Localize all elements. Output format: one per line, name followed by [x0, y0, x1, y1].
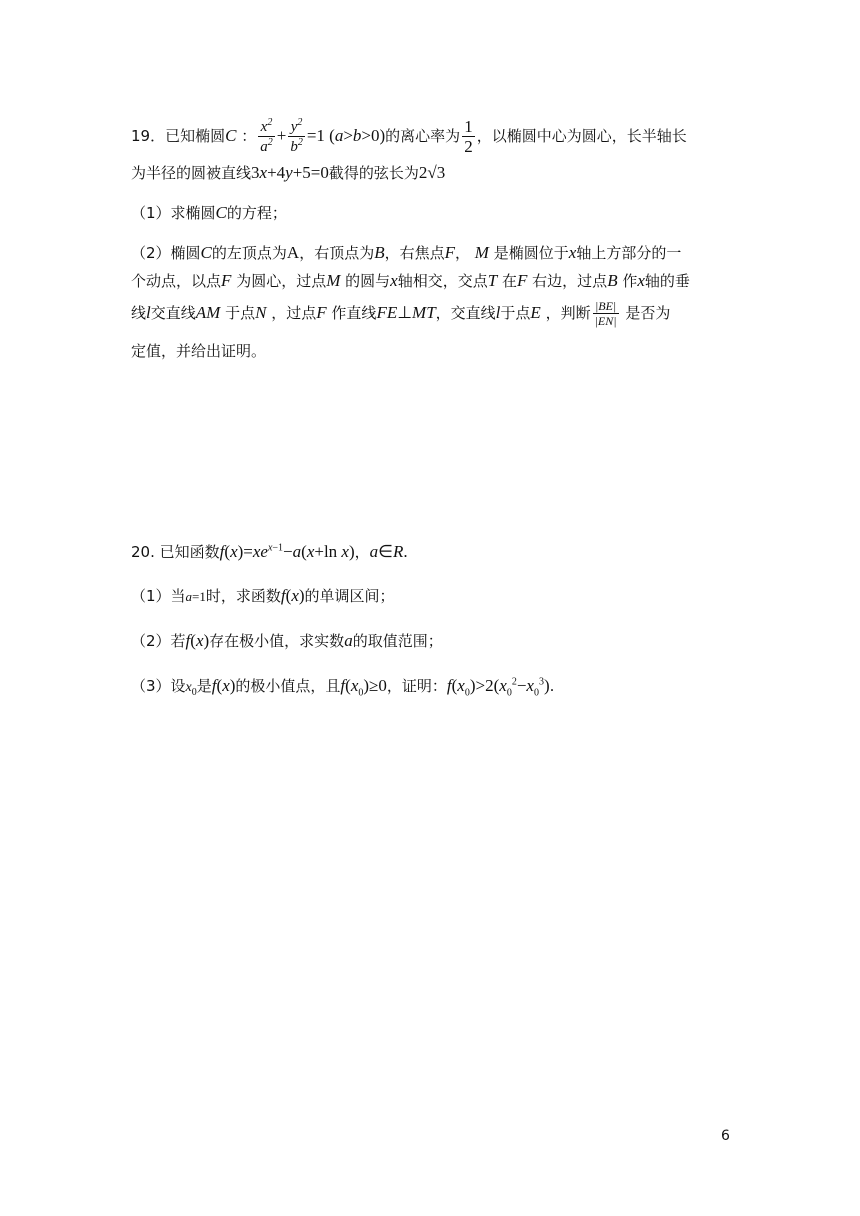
- text: 在: [501, 272, 517, 290]
- problem-20-line-1: [131, 543, 408, 560]
- math: F: [316, 303, 327, 322]
- problem-19-part-2-line-2: [131, 272, 690, 289]
- text: 的取值范围；: [352, 632, 443, 650]
- problem-20-part-3: [131, 677, 554, 698]
- text: ，: [455, 244, 471, 262]
- math: F: [444, 243, 455, 262]
- text: 定值，并给出证明。: [131, 342, 267, 360]
- math: B: [607, 271, 618, 290]
- math: f(x): [211, 676, 236, 695]
- math: x: [568, 243, 577, 262]
- math: N: [255, 303, 267, 322]
- math: 2√3: [418, 163, 446, 182]
- math: x: [637, 271, 645, 290]
- text: ，右顶点为: [299, 244, 375, 262]
- math: $f(x)=xe^{x-1}-a(x+\ln$ x): [219, 542, 355, 561]
- text: 的方程；: [226, 204, 287, 222]
- problem-19-part-2-line-1: [131, 244, 681, 261]
- math: ⊥: [397, 303, 413, 322]
- math: MT: [412, 303, 436, 322]
- page-number: 6: [721, 1128, 730, 1144]
- text: （2）椭圆: [131, 244, 201, 262]
- text: 交直线: [150, 304, 196, 322]
- text: ，: [354, 543, 370, 561]
- math: C: [200, 243, 212, 262]
- text: 于点: [225, 304, 256, 322]
- problem-19-line-1: 19．已知椭圆C ： $\frac{x^2}{a^2}$ + $\frac{y^2}{b^2}$ =1 (a>b>0)的离心率为 $\frac{1}{2}$ ，以椭圆中心为圆心，长半轴长: [131, 117, 687, 156]
- text: （1）求椭圆: [131, 204, 216, 222]
- math: f(x): [280, 586, 305, 605]
- math: +: [276, 126, 287, 145]
- text: 为半径的圆被直线: [131, 164, 252, 182]
- text: 是: [196, 677, 212, 695]
- text: 时，求函数: [205, 587, 281, 605]
- math: =1 (a>b>0): [306, 126, 386, 145]
- math: $x_0$: [185, 680, 197, 698]
- text: 个动点，以点: [131, 272, 222, 290]
- text: 作直线: [331, 304, 377, 322]
- math: f(x): [185, 631, 210, 650]
- text: 是椭圆位于: [493, 244, 569, 262]
- text: 是否为: [625, 304, 671, 322]
- text: ．已知椭圆: [150, 127, 226, 145]
- math: AM: [195, 303, 221, 322]
- text: 轴上方部分的一: [576, 244, 682, 262]
- fraction-y2-b2: $\frac{y^2}{b^2}$: [290, 117, 303, 155]
- text: ，判断: [545, 304, 591, 322]
- math: $f(x_0)>2(x_0^2-x_0^3)$: [446, 676, 550, 699]
- math: l: [495, 303, 501, 322]
- text: ，以椭圆中心为圆心，长半轴长: [476, 127, 687, 145]
- math: l: [146, 303, 151, 322]
- problem-19-number: 19: [131, 127, 151, 145]
- text: 为圆心，过点: [236, 272, 327, 290]
- problem-20-part-1: [131, 587, 395, 604]
- problem-20-part-2: [131, 632, 443, 649]
- math: 3x+4y+5=0: [251, 163, 329, 182]
- text: （1）当: [131, 587, 186, 605]
- problem-19-part-2-line-4: [131, 344, 266, 359]
- text: 存在极小值，求实数: [209, 632, 345, 650]
- text: 的极小值点，且: [235, 677, 341, 695]
- text: 于点: [500, 304, 531, 322]
- text: ，交直线: [435, 304, 496, 322]
- text: 的圆与: [345, 272, 391, 290]
- math: M: [326, 271, 341, 290]
- text: 作: [622, 272, 638, 290]
- problem-20-number: 20.: [131, 543, 155, 561]
- fraction-be-en: $\frac{|BE|}{|EN|}$: [594, 299, 617, 328]
- math: $f(x_0)\ge 0$: [340, 676, 387, 699]
- math: F: [517, 271, 528, 290]
- text: ，右焦点: [384, 244, 445, 262]
- math: T: [487, 271, 498, 290]
- math: a: [344, 631, 353, 650]
- problem-19-part-1: [131, 204, 287, 221]
- text: 线: [131, 304, 147, 322]
- fraction-one-half: $\frac{1}{2}$: [464, 117, 473, 156]
- problem-19-line-2: [131, 164, 445, 181]
- math: a=1: [185, 589, 206, 604]
- math: a∈R.: [369, 542, 408, 561]
- math: x: [390, 271, 398, 290]
- problem-19-part-2-line-3: [131, 300, 670, 327]
- text: （2）若: [131, 632, 186, 650]
- math: F: [221, 271, 232, 290]
- text: 右边，过点: [532, 272, 608, 290]
- text: ，证明：: [386, 677, 447, 695]
- text: 截得的弦长为: [328, 164, 419, 182]
- math: C: [225, 126, 237, 145]
- math: B: [374, 243, 385, 262]
- text: 轴的垂: [644, 272, 690, 290]
- text: 轴相交，交点: [397, 272, 488, 290]
- text: .: [549, 677, 555, 695]
- text: ，过点: [271, 304, 317, 322]
- fraction-x2-a2: $\frac{x^2}{a^2}$: [260, 117, 273, 155]
- text: 已知函数: [159, 543, 220, 561]
- math: C: [215, 203, 227, 222]
- math: FE: [376, 303, 398, 322]
- math: M: [474, 243, 489, 262]
- text: 的离心率为: [385, 127, 461, 145]
- text: 的左顶点为: [211, 244, 287, 262]
- text: 的单调区间；: [304, 587, 395, 605]
- text: （3）设: [131, 677, 186, 695]
- math: A: [286, 243, 300, 262]
- math: E: [530, 303, 541, 322]
